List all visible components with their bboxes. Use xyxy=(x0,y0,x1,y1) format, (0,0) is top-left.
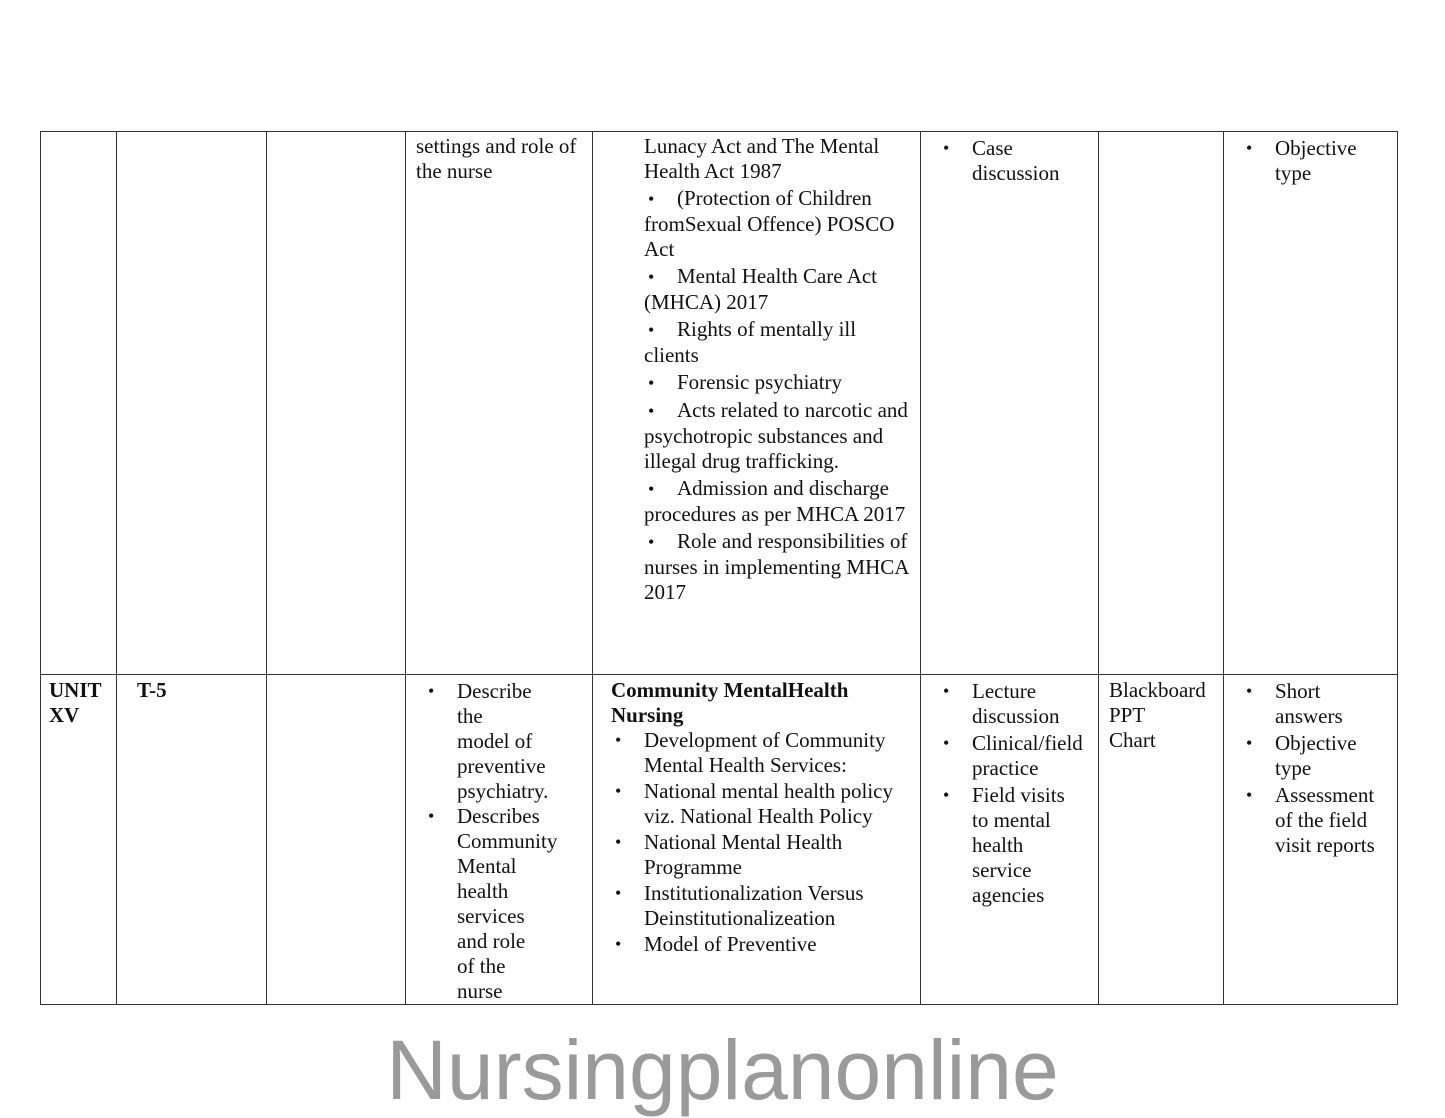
methods-cell xyxy=(921,132,1099,675)
list-item: • (Protection of Children fromSexual Offence) POSCO Act xyxy=(644,186,895,261)
list-item: • Model of Preventive xyxy=(615,932,817,956)
list-item: • Case discussion xyxy=(943,136,1060,185)
bullet-icon: • xyxy=(1246,785,1253,805)
bullet-icon: • xyxy=(615,934,622,954)
list-item: • Field visits to mental health service agencies xyxy=(943,783,1065,907)
bullet-icon: • xyxy=(648,320,655,340)
bullet-icon: • xyxy=(648,532,655,552)
bullet-icon: • xyxy=(648,189,655,209)
list-item: • Acts related to narcotic and psychotropic substances and illegal drug trafficking. xyxy=(644,398,908,473)
objectives-cell xyxy=(406,675,593,1005)
bullet-icon: • xyxy=(615,781,622,801)
bullet-icon: • xyxy=(615,883,622,903)
objectives-cell xyxy=(406,132,593,675)
list-item: • Lecture discussion xyxy=(943,679,1060,728)
unit-label: UNIT XV xyxy=(49,678,102,727)
bullet-icon: • xyxy=(428,806,435,826)
bullet-icon: • xyxy=(943,733,950,753)
unit-cell xyxy=(41,675,117,1005)
empty-cell xyxy=(267,675,406,1005)
assessment-list xyxy=(1242,679,1389,858)
aid-item: Chart xyxy=(1109,728,1156,752)
list-item: • Assessment of the field visit reports xyxy=(1246,783,1375,857)
table-row xyxy=(41,675,1398,1005)
methods-cell xyxy=(921,675,1099,1005)
content-list xyxy=(611,728,912,957)
list-item: • Mental Health Care Act (MHCA) 2017 xyxy=(644,264,878,314)
assessment-cell xyxy=(1224,675,1398,1005)
aids-cell xyxy=(1099,132,1224,675)
time-label: T-5 xyxy=(137,678,167,702)
assessment-cell xyxy=(1224,132,1398,675)
aid-item: Blackboard xyxy=(1109,678,1206,702)
content-cell xyxy=(593,675,921,1005)
time-cell xyxy=(117,132,267,675)
list-item: • Describes Community Mental health services and role of the nurse xyxy=(428,804,558,1003)
list-item: • Institutionalization Versus Deinstitutionalizeation xyxy=(615,881,864,930)
list-item: • Admission and discharge procedures as per MHCA 2017 xyxy=(644,476,906,526)
list-item: • National mental health policy viz. National Health Policy xyxy=(615,779,894,828)
aid-item: PPT xyxy=(1109,703,1146,727)
assessment-list xyxy=(1242,136,1389,186)
list-item: • Describe the model of preventive psychiatry. xyxy=(428,679,549,803)
bullet-icon: • xyxy=(615,832,622,852)
bullet-icon: • xyxy=(615,730,622,750)
content-list xyxy=(644,186,912,605)
bullet-icon: • xyxy=(1246,733,1253,753)
methods-list xyxy=(939,679,1090,908)
bullet-icon: • xyxy=(648,401,655,421)
list-item: • Objective type xyxy=(1246,136,1357,185)
list-item: • Objective type xyxy=(1246,731,1357,780)
table-row xyxy=(41,132,1398,675)
list-item: • Development of Community Mental Health Services: xyxy=(615,728,886,777)
bullet-icon: • xyxy=(943,138,950,158)
list-item: • Role and responsibilities of nurses in implementing MHCA 2017 xyxy=(644,529,909,604)
list-item: • Forensic psychiatry xyxy=(644,370,912,396)
bullet-icon: • xyxy=(428,681,435,701)
bullet-icon: • xyxy=(648,267,655,287)
bullet-icon: • xyxy=(648,373,655,393)
methods-list xyxy=(939,136,1090,186)
unit-cell xyxy=(41,132,117,675)
bullet-icon: • xyxy=(943,681,950,701)
bullet-icon: • xyxy=(648,479,655,499)
content-lead: Lunacy Act and The Mental Health Act 1987 xyxy=(644,134,880,183)
content-cell xyxy=(593,132,921,675)
list-item: • Clinical/field practice xyxy=(943,731,1083,780)
objectives-text: settings and role of the nurse xyxy=(416,134,577,183)
bullet-icon: • xyxy=(1246,138,1253,158)
bullet-icon: • xyxy=(1246,681,1253,701)
bullet-icon: • xyxy=(943,785,950,805)
list-item: • Short answers xyxy=(1246,679,1343,728)
content-heading: Community MentalHealth Nursing xyxy=(611,678,849,727)
empty-cell xyxy=(267,132,406,675)
watermark-text: Nursingplanonline xyxy=(386,1023,1059,1117)
objectives-list xyxy=(424,679,558,1004)
aids-cell xyxy=(1099,675,1224,1005)
list-item: • National Mental Health Programme xyxy=(615,830,843,879)
list-item: • Rights of mentally ill clients xyxy=(644,317,857,367)
syllabus-table xyxy=(40,131,1398,1005)
time-cell xyxy=(117,675,267,1005)
